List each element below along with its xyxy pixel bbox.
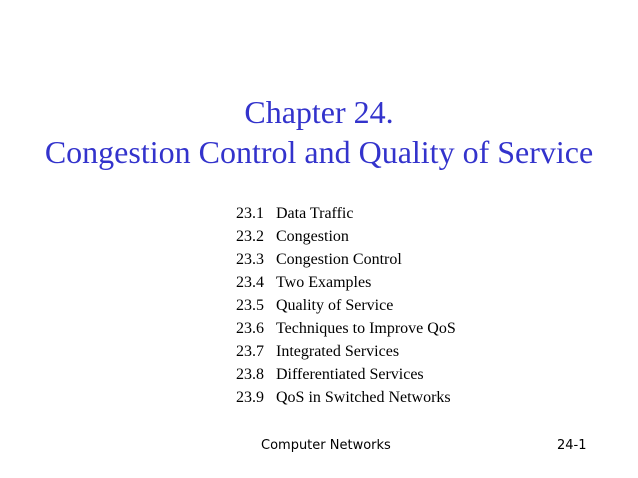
toc-item-number: 23.8	[236, 366, 264, 383]
toc-item	[236, 294, 456, 317]
toc-item-label: Differentiated Services	[276, 366, 424, 383]
toc-item	[236, 386, 456, 409]
toc-item-label: Techniques to Improve QoS	[276, 320, 456, 337]
toc-item-label: Quality of Service	[276, 297, 394, 314]
footer-page-number: 24-1	[557, 438, 587, 453]
toc-item-label: Congestion	[276, 228, 349, 245]
toc-item-number: 23.2	[236, 228, 264, 245]
toc-item-number: 23.5	[236, 297, 264, 314]
toc-item	[236, 225, 456, 248]
slide-title-line-1: Chapter 24.	[244, 94, 394, 130]
toc-item-number: 23.6	[236, 320, 264, 337]
table-of-contents	[236, 202, 456, 409]
toc-item-label: Data Traffic	[276, 205, 354, 222]
toc-item-number: 23.7	[236, 343, 264, 360]
toc-item-number: 23.1	[236, 205, 264, 222]
toc-item	[236, 363, 456, 386]
toc-item-number: 23.3	[236, 251, 264, 268]
footer-course-name: Computer Networks	[261, 438, 391, 453]
toc-item-label: QoS in Switched Networks	[276, 389, 451, 406]
toc-item-number: 23.4	[236, 274, 264, 291]
toc-item	[236, 202, 456, 225]
toc-item-label: Two Examples	[276, 274, 372, 291]
toc-item-label: Congestion Control	[276, 251, 402, 268]
toc-item	[236, 271, 456, 294]
toc-item-label: Integrated Services	[276, 343, 400, 360]
toc-item	[236, 317, 456, 340]
toc-item	[236, 340, 456, 363]
toc-item	[236, 248, 456, 271]
slide-title-line-2: Congestion Control and Quality of Service	[44, 134, 594, 170]
toc-item-number: 23.9	[236, 389, 264, 406]
